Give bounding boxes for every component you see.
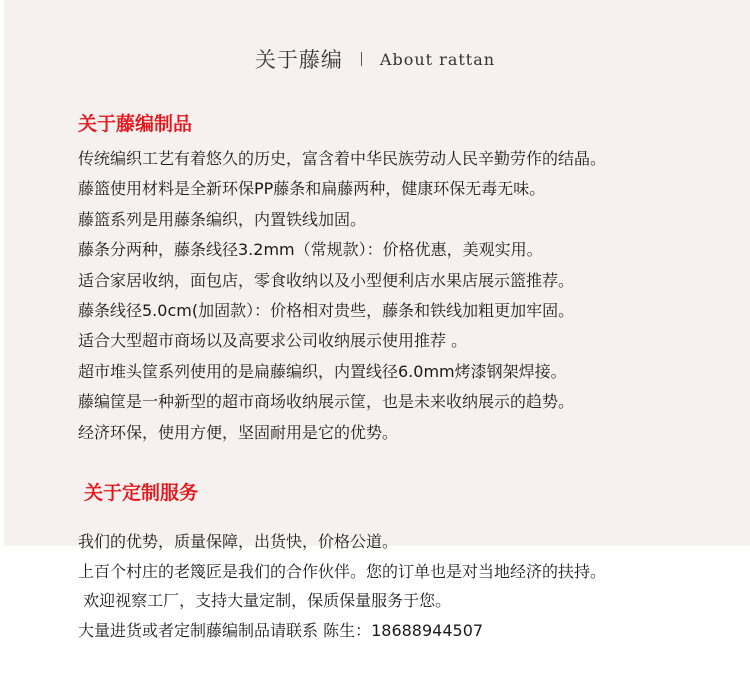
- custom-service-text: [78, 527, 606, 645]
- text-line: 传统编织工艺有着悠久的历史，富含着中华民族劳动人民辛勤劳作的结晶。: [78, 149, 607, 168]
- text-line: 欢迎视察工厂，支持大量定制，保质保量服务于您。: [78, 591, 452, 610]
- text-line: 我们的优势，质量保障，出货快，价格公道。: [78, 532, 399, 551]
- section-title-custom-service: 关于定制服务: [84, 482, 199, 504]
- rattan-products-text: [78, 144, 606, 448]
- page-header: [0, 44, 750, 74]
- text-line: 经济环保，使用方便，坚固耐用是它的优势。: [78, 422, 399, 442]
- header-title-cn: 关于藤编: [254, 48, 343, 72]
- text-line: 适合大型超市商场以及高要求公司收纳展示使用推荐 。: [78, 331, 468, 351]
- text-line: 藤编筐是一种新型的超市商场收纳展示筐，也是未来收纳展示的趋势。: [78, 392, 575, 412]
- text-line: 上百个村庄的老篾匠是我们的合作伙伴。您的订单也是对当地经济的扶持。: [78, 561, 607, 581]
- text-line: 藤条分两种，藤条线径3.2mm（常规款）：价格优惠，美观实用。: [78, 240, 543, 260]
- text-line: 藤篮系列是用藤条编织，内置铁线加固。: [78, 209, 367, 229]
- text-line: 适合家居收纳，面包店，零食收纳以及小型便利店水果店展示篮推荐。: [78, 270, 575, 290]
- section-title-rattan-products: 关于藤编制品: [78, 113, 193, 135]
- header-separator: [361, 52, 362, 66]
- contact-line: 大量进货或者定制藤编制品请联系 陈生：18688944507: [78, 620, 484, 640]
- text-line: 藤篮使用材料是全新环保PP藤条和扁藤两种，健康环保无毒无味。: [78, 179, 546, 199]
- text-line: 藤条线径5.0cm(加固款）：价格相对贵些，藤条和铁线加粗更加牢固。: [78, 300, 575, 320]
- text-line: 超市堆头筐系列使用的是扁藤编织，内置线径6.0mm烤漆钢架焊接。: [78, 361, 567, 381]
- header-title-en: About rattan: [379, 49, 496, 69]
